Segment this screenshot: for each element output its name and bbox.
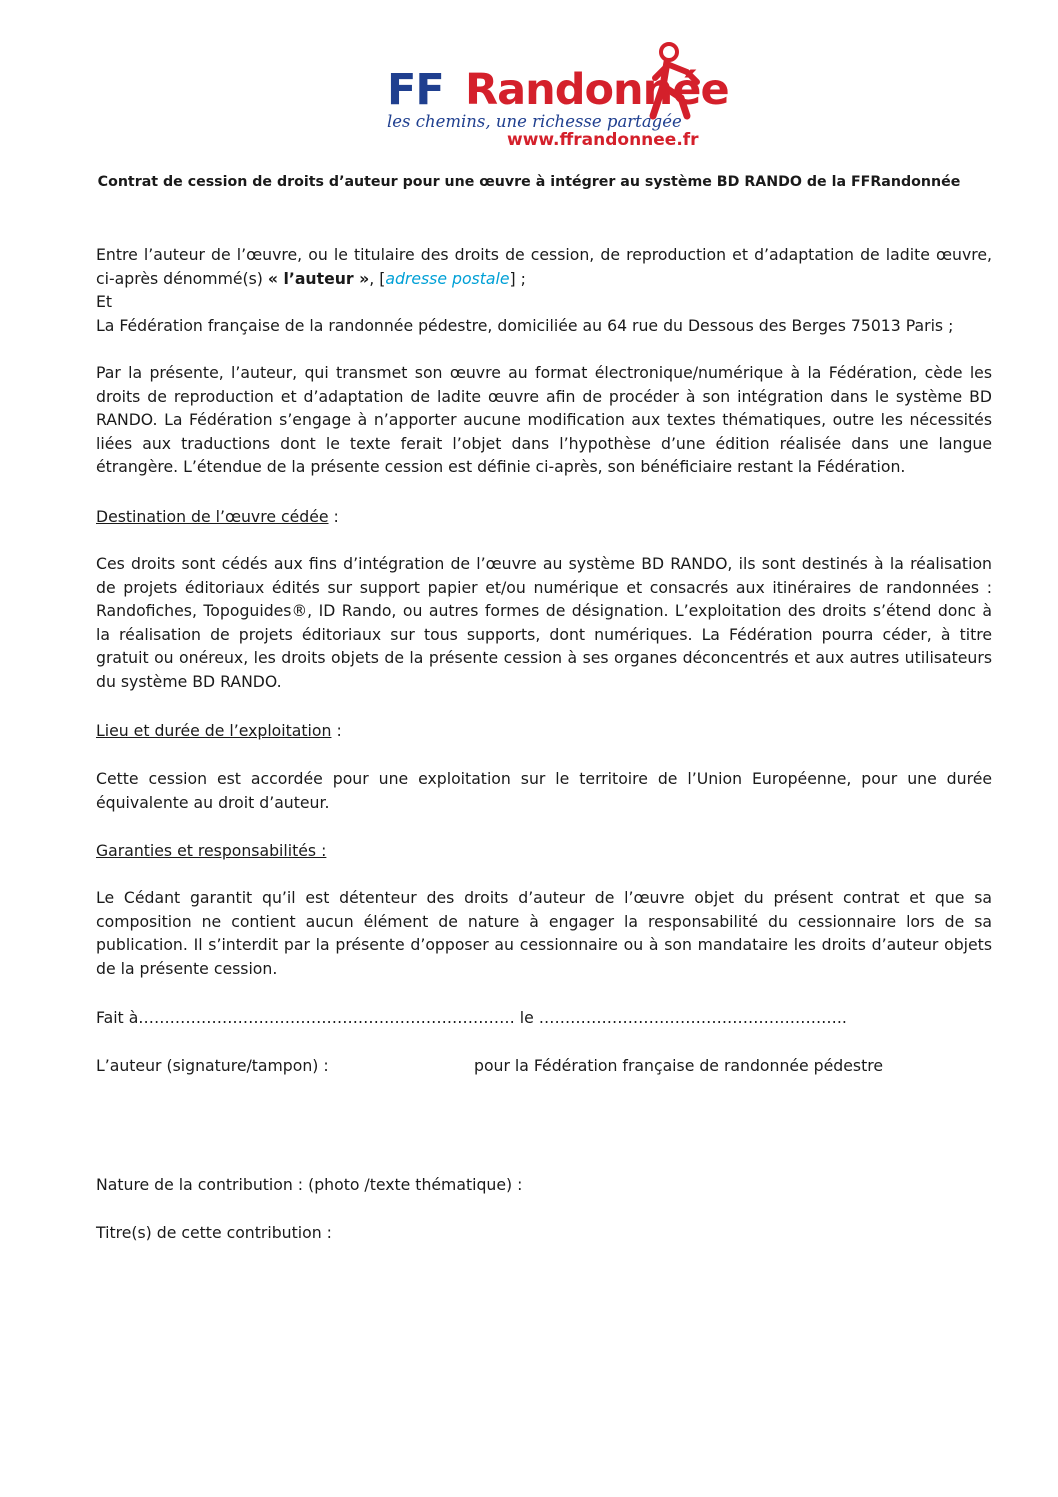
- section-heading-lieu: Lieu et durée de l’exploitation :: [96, 721, 342, 740]
- titre-contribution-label: Titre(s) de cette contribution :: [96, 1223, 332, 1242]
- fait-a-line: Fait à……………………………………………………………… le …………………………………………………..: [96, 1008, 847, 1027]
- paragraph-line: Cette cession est accordée pour une exploitation sur le territoire de l’Union Européenne, pour une durée: [96, 769, 992, 788]
- paragraph-line: RANDO. La Fédération s’engage à n’apporter aucune modification aux textes thématiques, outre les nécessités: [96, 410, 992, 430]
- signature-auteur-label: L’auteur (signature/tampon) :: [96, 1056, 329, 1075]
- section-heading-destination: Destination de l’œuvre cédée :: [96, 507, 339, 526]
- hiker-icon: [647, 42, 709, 122]
- intro-line: Entre l’auteur de l’œuvre, ou le titulaire des droits de cession, de reproduction et d’adaptation de ladite œuvre,: [96, 245, 992, 264]
- nature-contribution-label: Nature de la contribution : (photo /texte thématique) :: [96, 1175, 523, 1194]
- logo-randonnee: Randonnée: [465, 65, 729, 115]
- paragraph-line: droits de reproduction et d’adaptation de ladite œuvre afin de procéder à son intégration dans le système BD: [96, 386, 992, 406]
- signature-row: [96, 1054, 992, 1078]
- intro-line: La Fédération française de la randonnée pédestre, domiciliée au 64 rue du Dessous des Berges 75013 Paris ;: [96, 315, 954, 335]
- logo-url: www.ffrandonnee.fr: [507, 130, 699, 150]
- logo-ff: FF: [387, 65, 444, 115]
- ffrandonnee-logo: [385, 42, 729, 154]
- paragraph-line: liées aux traductions dont le texte ferait l’objet dans l’hypothèse d’une édition réalisée dans une langue: [96, 433, 992, 453]
- paragraph-line: de la présente cession.: [96, 958, 278, 978]
- paragraph-line: Ces droits sont cédés aux fins d’intégration de l’œuvre au système BD RANDO, ils sont destinés à la réalisation: [96, 554, 992, 573]
- cession-paragraph: [96, 361, 992, 479]
- paragraph-line: du système BD RANDO.: [96, 671, 282, 691]
- paragraph-line: composition ne contient aucun élément de nature à engager la responsabilité du cessionnaire lors de sa: [96, 911, 992, 931]
- paragraph-line: la réalisation de projets éditoriaux sur tous supports, dont numériques. La Fédération pourra céder, à titre: [96, 624, 992, 644]
- document-title: Contrat de cession de droits d’auteur pour une œuvre à intégrer au système BD RANDO de la FFRandonnée: [97, 174, 961, 190]
- signature-federation-label: pour la Fédération française de randonnée pédestre: [474, 1056, 883, 1075]
- paragraph-line: équivalente au droit d’auteur.: [96, 792, 330, 812]
- paragraph-line: de projets éditoriaux édités sur support papier et/ou numérique et consacrés aux itinéraires de randonnées :: [96, 577, 992, 597]
- intro-line: Et: [96, 292, 113, 312]
- paragraph-line: publication. Il s’interdit par la présente d’opposer au cessionnaire ou à son mandataire les droits d’auteur objets: [96, 935, 992, 955]
- destination-paragraph: [96, 552, 992, 694]
- paragraph-line: Randofiches, Topoguides®, ID Rando, ou autres formes de désignation. L’exploitation des droits s’étend donc à: [96, 601, 992, 621]
- paragraph-line: Le Cédant garantit qu’il est détenteur des droits d’auteur de l’œuvre objet du présent contrat et que sa: [96, 888, 992, 907]
- paragraph-line: gratuit ou onéreux, les droits objets de la présente cession à ses organes déconcentrés et aux autres utilisateurs: [96, 648, 992, 668]
- garanties-paragraph: [96, 886, 992, 980]
- paragraph-line: Par la présente, l’auteur, qui transmet son œuvre au format électronique/numérique à la Fédération, cède les: [96, 363, 992, 382]
- auteur-term: « l’auteur »: [267, 268, 370, 288]
- paragraph-line: étrangère. L’étendue de la présente cession est définie ci-après, son bénéficiaire restant la Fédération.: [96, 457, 906, 477]
- adresse-postale-placeholder: adresse postale: [385, 268, 510, 288]
- intro-line: ci-après dénommé(s) « l’auteur », [adresse postale] ;: [96, 268, 526, 288]
- lieu-paragraph: [96, 767, 992, 814]
- logo-tagline: les chemins, une richesse partagée: [387, 112, 682, 131]
- section-heading-garanties: Garanties et responsabilités :: [96, 841, 327, 860]
- intro-paragraph: [96, 243, 992, 337]
